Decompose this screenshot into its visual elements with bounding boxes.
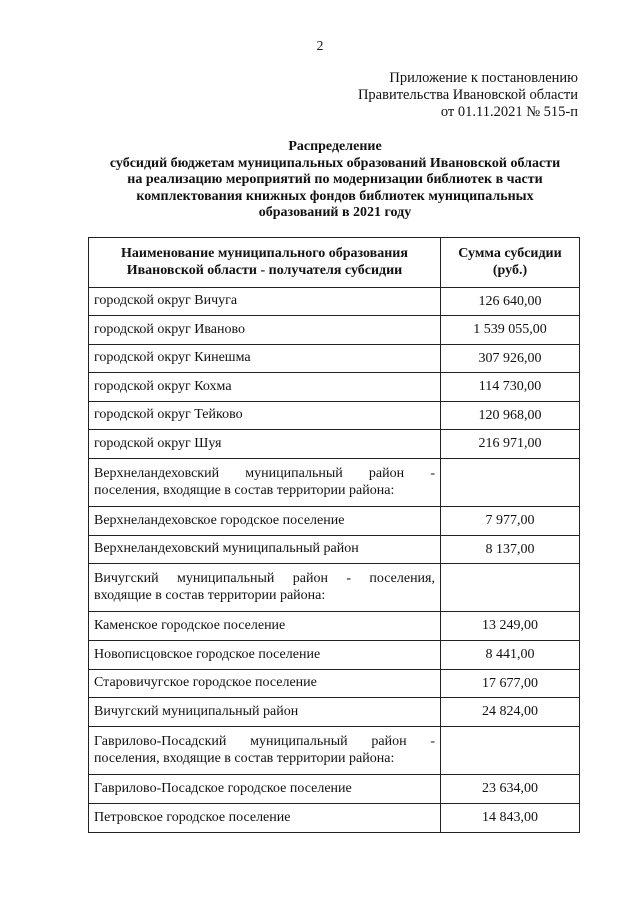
municipality-name-cell: Петровское городское поселение: [89, 804, 441, 833]
appendix-line-3: от 01.11.2021 № 515-п: [440, 104, 578, 120]
municipality-name-cell: [89, 727, 441, 775]
title-line-3: на реализацию мероприятий по модернизации библиотек в части: [127, 172, 543, 187]
table-row: [89, 316, 580, 345]
table-row: [89, 402, 580, 430]
municipality-name-cell: городской округ Кинешма: [89, 345, 441, 373]
municipality-name-cell: городской округ Вичуга: [89, 288, 441, 316]
table-row: [89, 775, 580, 804]
subsidy-amount-cell: [441, 727, 580, 775]
municipality-name-line-1: Гаврилово-Посадский муниципальный район -: [94, 734, 435, 749]
table-row: [89, 804, 580, 833]
title-line-1: Распределение: [288, 139, 382, 154]
document-title: [80, 139, 590, 222]
table-row: [89, 727, 580, 775]
table-row: [89, 430, 580, 459]
municipality-name-cell: Вичугский муниципальный район: [89, 698, 441, 727]
subsidy-amount-cell: 1 539 055,00: [441, 316, 580, 345]
table-row: [89, 345, 580, 373]
municipality-name-line-2: поселения, входящие в состав территории района:: [94, 482, 395, 498]
municipality-name-cell: Верхнеландеховское городское поселение: [89, 507, 441, 536]
subsidy-amount-cell: 8 441,00: [441, 641, 580, 670]
appendix-note: [358, 70, 578, 121]
subsidy-amount-cell: 17 677,00: [441, 670, 580, 698]
municipality-name-cell: городской округ Тейково: [89, 402, 441, 430]
subsidy-amount-cell: 13 249,00: [441, 612, 580, 641]
header-sum-line-2: (руб.): [492, 262, 528, 278]
header-sum-cell: [441, 238, 580, 288]
municipality-name-cell: Каменское городское поселение: [89, 612, 441, 641]
subsidy-table: [88, 237, 580, 833]
table-row: [89, 288, 580, 316]
subsidy-amount-cell: 14 843,00: [441, 804, 580, 833]
subsidy-amount-cell: 8 137,00: [441, 536, 580, 564]
table-row: [89, 641, 580, 670]
table-row: [89, 507, 580, 536]
subsidy-amount-cell: 7 977,00: [441, 507, 580, 536]
municipality-name-cell: Новописцовское городское поселение: [89, 641, 441, 670]
title-line-2: субсидий бюджетам муниципальных образований Ивановской области: [109, 155, 561, 171]
municipality-name-cell: [89, 459, 441, 507]
header-name-line-1: Наименование муниципального образования: [121, 246, 408, 261]
table-header-row: [89, 238, 580, 288]
table-row: [89, 459, 580, 507]
municipality-name-cell: Верхнеландеховский муниципальный район: [89, 536, 441, 564]
appendix-line-1: Приложение к постановлению: [389, 70, 578, 86]
subsidy-amount-cell: 307 926,00: [441, 345, 580, 373]
table-row: [89, 373, 580, 402]
title-line-4: комплектования книжных фондов библиотек муниципальных: [136, 188, 534, 204]
municipality-name-cell: Старовичугское городское поселение: [89, 670, 441, 698]
table-row: [89, 612, 580, 641]
municipality-name-cell: Гаврилово-Посадское городское поселение: [89, 775, 441, 804]
header-name-line-2: Ивановской области - получателя субсидии: [126, 262, 403, 278]
page-number: 2: [316, 38, 324, 53]
subsidy-amount-cell: 126 640,00: [441, 288, 580, 316]
municipality-name-line-1: Верхнеландеховский муниципальный район -: [94, 466, 435, 481]
table-row: [89, 670, 580, 698]
municipality-name-line-2: входящие в состав территории района:: [94, 587, 326, 603]
municipality-name-cell: городской округ Кохма: [89, 373, 441, 402]
subsidy-amount-cell: [441, 459, 580, 507]
title-line-5: образований в 2021 году: [258, 205, 412, 220]
subsidy-amount-cell: 216 971,00: [441, 430, 580, 459]
appendix-line-2: Правительства Ивановской области: [357, 87, 578, 103]
subsidy-amount-cell: 120 968,00: [441, 402, 580, 430]
header-name-cell: [89, 238, 441, 288]
municipality-name-cell: [89, 564, 441, 612]
table-row: [89, 698, 580, 727]
table-row: [89, 536, 580, 564]
municipality-name-cell: городской округ Шуя: [89, 430, 441, 459]
subsidy-amount-cell: 114 730,00: [441, 373, 580, 402]
subsidy-amount-cell: [441, 564, 580, 612]
municipality-name-line-2: поселения, входящие в состав территории района:: [94, 750, 395, 766]
subsidy-amount-cell: 24 824,00: [441, 698, 580, 727]
header-sum-line-1: Сумма субсидии: [458, 246, 562, 261]
municipality-name-cell: городской округ Иваново: [89, 316, 441, 345]
table-row: [89, 564, 580, 612]
subsidy-amount-cell: 23 634,00: [441, 775, 580, 804]
municipality-name-line-1: Вичугский муниципальный район - поселения,: [94, 571, 435, 586]
